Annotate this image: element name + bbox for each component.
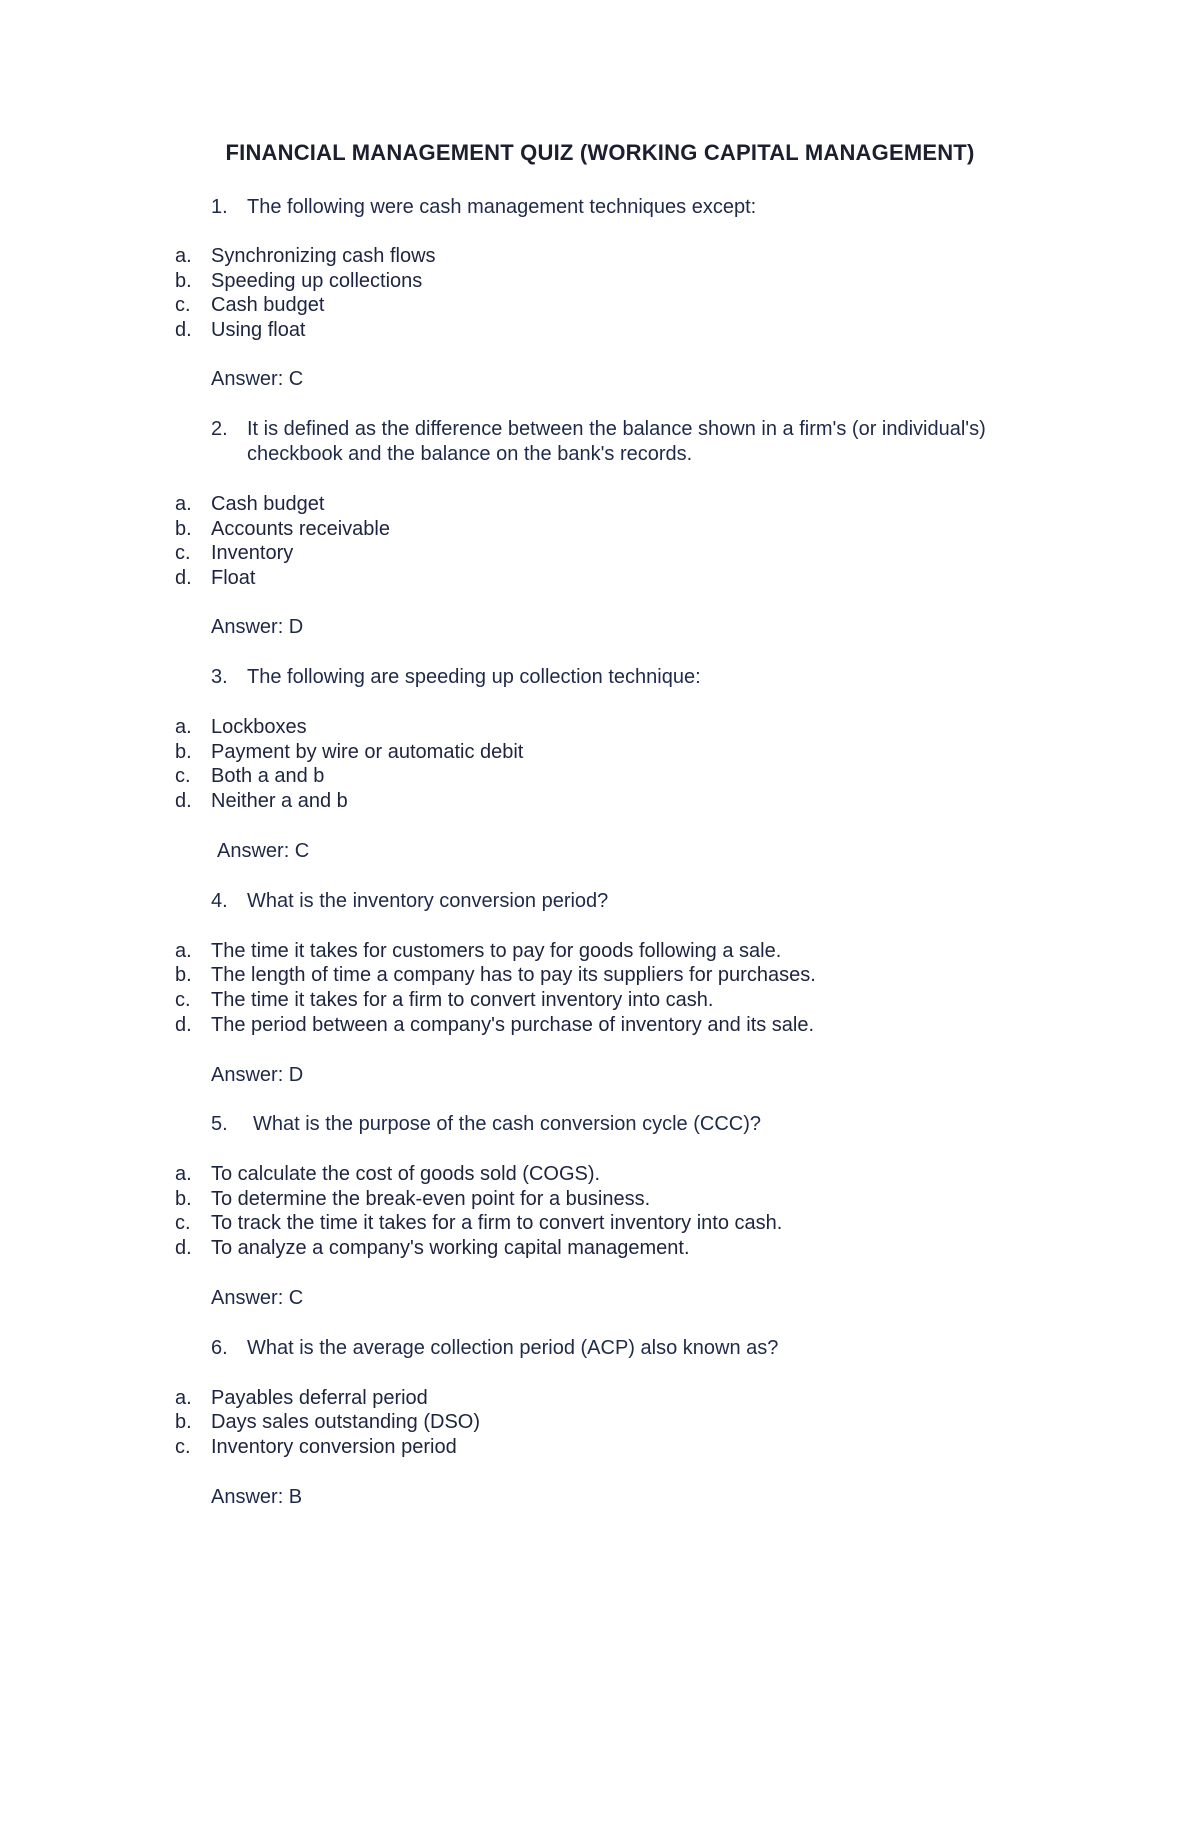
option-letter: d. bbox=[175, 1014, 192, 1036]
option-a bbox=[175, 1162, 600, 1187]
question-text: It is defined as the difference between the balance shown in a firm's (or individual's) checkbook and the balance on the bank's records. bbox=[247, 418, 986, 465]
option-letter: c. bbox=[175, 542, 191, 564]
option-letter: d. bbox=[175, 1237, 192, 1259]
answer-6: Answer: B bbox=[211, 1486, 303, 1508]
option-text: Both a and b bbox=[211, 765, 325, 787]
option-text: To calculate the cost of goods sold (COGS). bbox=[211, 1163, 601, 1185]
option-c bbox=[175, 764, 324, 789]
question-number: 4. bbox=[211, 890, 228, 912]
option-letter: d. bbox=[175, 790, 192, 812]
option-letter: a. bbox=[175, 716, 192, 738]
answer-5: Answer: C bbox=[211, 1287, 304, 1309]
option-text: Using float bbox=[211, 319, 306, 341]
option-a bbox=[175, 715, 307, 740]
question-number: 1. bbox=[211, 196, 228, 218]
answer-3: Answer: C bbox=[217, 840, 310, 862]
option-letter: d. bbox=[175, 567, 192, 589]
option-c bbox=[175, 1435, 457, 1460]
question-4 bbox=[211, 889, 1071, 914]
option-letter: a. bbox=[175, 493, 192, 515]
option-d bbox=[175, 566, 255, 591]
option-text: To analyze a company's working capital management. bbox=[211, 1237, 690, 1259]
option-text: Neither a and b bbox=[211, 790, 348, 812]
question-text: The following were cash management techniques except: bbox=[247, 196, 757, 218]
option-b bbox=[175, 740, 523, 765]
option-b bbox=[175, 1187, 650, 1212]
option-text: Payables deferral period bbox=[211, 1387, 428, 1409]
answer-1: Answer: C bbox=[211, 368, 304, 390]
answer-4: Answer: D bbox=[211, 1064, 304, 1086]
question-2 bbox=[211, 417, 1071, 467]
option-letter: b. bbox=[175, 1411, 192, 1433]
option-letter: b. bbox=[175, 1188, 192, 1210]
option-letter: b. bbox=[175, 964, 192, 986]
option-b bbox=[175, 269, 422, 294]
question-6 bbox=[211, 1336, 1071, 1361]
option-text: To track the time it takes for a firm to convert inventory into cash. bbox=[211, 1212, 783, 1234]
option-letter: c. bbox=[175, 1212, 191, 1234]
option-text: Inventory bbox=[211, 542, 294, 564]
option-letter: a. bbox=[175, 1163, 192, 1185]
question-3 bbox=[211, 665, 1071, 690]
option-text: Cash budget bbox=[211, 493, 325, 515]
option-text: The time it takes for a firm to convert inventory into cash. bbox=[211, 989, 714, 1011]
option-c bbox=[175, 293, 324, 318]
option-text: Days sales outstanding (DSO) bbox=[211, 1411, 481, 1433]
option-letter: a. bbox=[175, 1387, 192, 1409]
question-number: 5. bbox=[211, 1113, 228, 1135]
option-text: Speeding up collections bbox=[211, 270, 423, 292]
page-title: FINANCIAL MANAGEMENT QUIZ (WORKING CAPITAL MANAGEMENT) bbox=[225, 140, 975, 165]
option-letter: c. bbox=[175, 1436, 191, 1458]
option-letter: c. bbox=[175, 989, 191, 1011]
question-text: What is the inventory conversion period? bbox=[247, 890, 609, 912]
option-letter: a. bbox=[175, 940, 192, 962]
option-letter: d. bbox=[175, 319, 192, 341]
option-text: Synchronizing cash flows bbox=[211, 245, 436, 267]
question-5 bbox=[211, 1112, 1071, 1137]
option-c bbox=[175, 1211, 782, 1236]
option-text: The length of time a company has to pay its suppliers for purchases. bbox=[211, 964, 816, 986]
option-d bbox=[175, 789, 348, 814]
option-text: The period between a company's purchase of inventory and its sale. bbox=[211, 1014, 815, 1036]
option-a bbox=[175, 244, 436, 269]
option-letter: b. bbox=[175, 741, 192, 763]
question-number: 3. bbox=[211, 666, 228, 688]
option-b bbox=[175, 1410, 480, 1435]
option-c bbox=[175, 988, 713, 1013]
option-text: The time it takes for customers to pay for goods following a sale. bbox=[211, 940, 782, 962]
option-text: Float bbox=[211, 567, 256, 589]
question-text: What is the average collection period (ACP) also known as? bbox=[247, 1337, 779, 1359]
option-text: Inventory conversion period bbox=[211, 1436, 457, 1458]
question-text: What is the purpose of the cash conversion cycle (CCC)? bbox=[253, 1113, 761, 1135]
option-letter: c. bbox=[175, 294, 191, 316]
option-text: Accounts receivable bbox=[211, 518, 390, 540]
option-a bbox=[175, 939, 781, 964]
option-d bbox=[175, 1236, 690, 1261]
option-text: To determine the break-even point for a business. bbox=[211, 1188, 651, 1210]
option-b bbox=[175, 963, 816, 988]
answer-2: Answer: D bbox=[211, 616, 304, 638]
option-text: Payment by wire or automatic debit bbox=[211, 741, 524, 763]
option-text: Lockboxes bbox=[211, 716, 307, 738]
option-text: Cash budget bbox=[211, 294, 325, 316]
option-letter: b. bbox=[175, 270, 192, 292]
option-d bbox=[175, 1013, 814, 1038]
option-a bbox=[175, 492, 324, 517]
question-number: 2. bbox=[211, 418, 228, 440]
question-1 bbox=[211, 195, 1071, 220]
question-text: The following are speeding up collection technique: bbox=[247, 666, 701, 688]
question-number: 6. bbox=[211, 1337, 228, 1359]
option-d bbox=[175, 318, 306, 343]
option-letter: c. bbox=[175, 765, 191, 787]
option-letter: a. bbox=[175, 245, 192, 267]
option-letter: b. bbox=[175, 518, 192, 540]
option-b bbox=[175, 517, 390, 542]
option-c bbox=[175, 541, 293, 566]
option-a bbox=[175, 1386, 428, 1411]
